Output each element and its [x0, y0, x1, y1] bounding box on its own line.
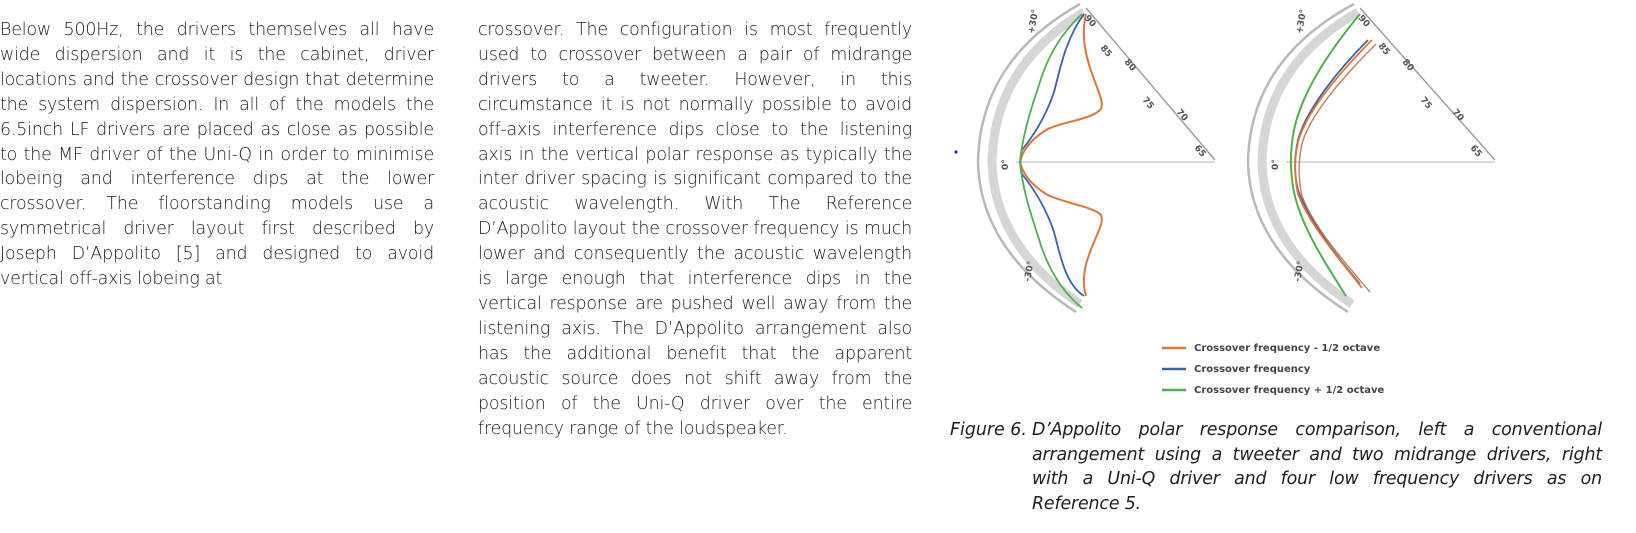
- right-diag-label-5: 70: [1449, 107, 1466, 124]
- stray-dot: [954, 150, 957, 153]
- left-angle-label-center: 0°: [1001, 159, 1011, 170]
- left-polar-plot: [978, 4, 1215, 312]
- paragraph-middle: crossover. The configuration is most frequently used to crossover between a pair of midrange drivers to a tweeter. However, in this circumstance it is not normally possible to avoid off-axis interference dips close to the listening axis in the vertical polar response as typically the inter driver spacing is significant compared to the acoustic wavelength. With The Reference D’Appolito layout the crossover frequency is much lower and consequently the acoustic wavelength is large enough that interference dips in the vertical response are pushed well away from the listening axis. The D’Appolito arrangement also has the additional benefit that the apparent acoustic source does not shift away from the position of the Uni-Q driver over the entire frequency range of the loudspeaker.: [478, 20, 912, 439]
- legend-label-minus-half-octave: Crossover frequency - 1/2 octave: [1194, 343, 1381, 354]
- body-text-column-middle: [478, 18, 912, 441]
- left-angle-label-top: +30°: [1027, 8, 1042, 35]
- left-diagonal-line: [1086, 8, 1215, 160]
- left-diag-label-5: 70: [1173, 107, 1190, 124]
- paragraph-left: Below 500Hz, the drivers themselves all have wide dispersion and it is the cabinet, driver locations and the crossover design that determine the system dispersion. In all of the models the 6.5inch LF drivers are placed as close as possible to the MF driver of the Uni-Q in order to minimise lobeing and interference dips at the lower crossover. The floorstanding models use a symmetrical driver layout first described by Joseph D’Appolito [5] and designed to avoid vertical off-axis lobeing at: [0, 20, 434, 290]
- right-polar-plot: [1248, 4, 1495, 312]
- left-diag-label-4: 75: [1139, 95, 1156, 112]
- left-inner-band: [992, 12, 1084, 304]
- legend-label-crossover: Crossover frequency: [1194, 364, 1311, 375]
- right-angle-label-top: +30°: [1295, 8, 1310, 35]
- figure-legend: [1162, 343, 1385, 396]
- left-angle-label-bottom: -30°: [1023, 260, 1037, 283]
- legend-label-plus-half-octave: Crossover frequency + 1/2 octave: [1194, 385, 1385, 396]
- left-diag-label-1: 90: [1081, 13, 1098, 30]
- right-diag-label-6: 65: [1467, 143, 1484, 160]
- right-angle-label-center: 0°: [1271, 159, 1281, 170]
- right-diagonal-line: [1360, 8, 1495, 160]
- body-text-column-left: [0, 18, 434, 292]
- left-diag-label-6: 65: [1191, 143, 1208, 160]
- figure-6: [950, 0, 1630, 400]
- polar-response-figure: [950, 0, 1630, 400]
- right-diag-label-3: 80: [1399, 57, 1416, 74]
- right-diag-label-2: 85: [1375, 41, 1392, 58]
- left-diag-label-2: 85: [1097, 43, 1114, 60]
- right-diag-label-4: 75: [1417, 95, 1434, 112]
- figure-caption-label: Figure 6.: [950, 420, 1027, 440]
- right-angle-label-bottom: -30°: [1293, 260, 1307, 283]
- figure-caption: [950, 418, 1602, 516]
- right-diag-label-1: 90: [1355, 13, 1372, 30]
- left-diag-label-3: 80: [1121, 57, 1138, 74]
- figure-caption-text: D’Appolito polar response comparison, left a conventional arrangement using a tweeter and two midrange drivers, right with a Uni-Q driver and four low frequency drivers as on Reference 5.: [1032, 420, 1602, 514]
